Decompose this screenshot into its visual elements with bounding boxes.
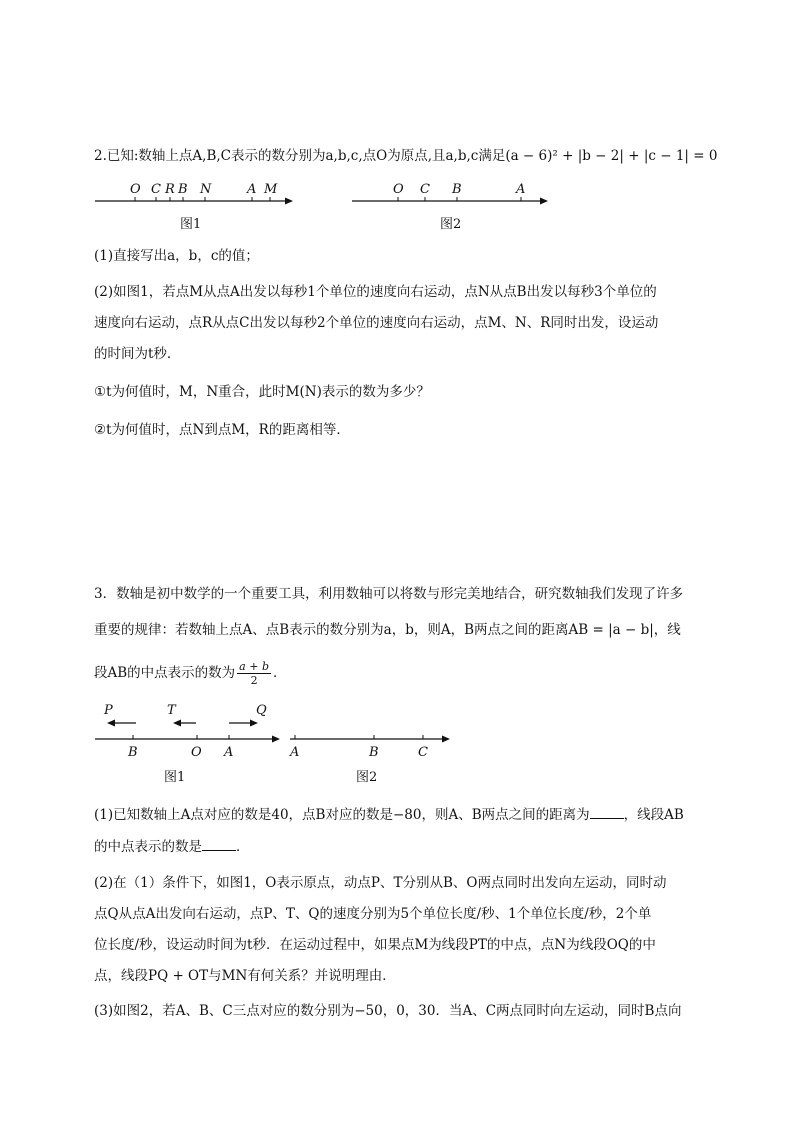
q2-sub2: ②t为何值时，点N到点M，R的距离相等． xyxy=(94,422,350,438)
q3-part2-line1: (2)在（1）条件下，如图1，O表示原点，动点P、T分别从B、O两点同时出发向左运动，同时动 xyxy=(94,875,667,891)
q2-fig1-label-a: A xyxy=(247,182,257,197)
fraction-denominator: 2 xyxy=(250,674,258,687)
q3-part1-line2 xyxy=(94,836,250,857)
q2-fig1-number-line xyxy=(95,182,293,232)
q3-fig1-label-t: T xyxy=(167,703,176,718)
q3-part2-line3: 位长度/秒，设运动时间为t秒．在运动过程中，如果点M为线段PT的中点，点N为线段OQ的中 xyxy=(94,937,656,953)
q3-line3-end: ． xyxy=(272,665,287,681)
q3-part1-text-a: (1)已知数轴上A点对应的数是40，点B对应的数是−80，则A、B两点之间的距离为 xyxy=(94,807,590,823)
q2-fig1-label-n: N xyxy=(200,182,212,197)
q3-fig1-label-q: Q xyxy=(256,703,267,718)
q3-part1-text-c: 的中点表示的数是 xyxy=(94,839,202,855)
q3-fig1-label-b: B xyxy=(128,745,138,760)
q2-fig2-label-o: O xyxy=(393,182,404,197)
q3-fig1-label-p: P xyxy=(104,703,113,718)
q3-fig2-label-b: B xyxy=(369,745,379,760)
q3-fig1-label-o: O xyxy=(191,745,202,760)
q2-part2-line1: (2)如图1，若点M从点A出发以每秒1个单位的速度向右运动，点N从点B出发以每秒3个单位的 xyxy=(94,284,657,300)
q2-fig1-label-c: C xyxy=(151,182,161,197)
q3-part1-line1 xyxy=(94,804,684,825)
q2-fig2-caption: 图2 xyxy=(440,217,462,232)
q2-fig1-label-m: M xyxy=(264,182,278,197)
q3-line3-text: 段AB的中点表示的数为 xyxy=(94,665,236,681)
q3-fig2-caption: 图2 xyxy=(356,770,378,785)
q2-part2-line2: 速度向右运动，点R从点C出发以每秒2个单位的速度向右运动，点M、N、R同时出发，设运动 xyxy=(94,315,659,331)
q2-part2-line3: 的时间为t秒． xyxy=(94,346,181,362)
q3-fig1-caption: 图1 xyxy=(164,770,186,785)
q3-part1-text-b: ，线段AB xyxy=(623,807,684,823)
midpoint-fraction xyxy=(237,660,271,687)
q3-part2-line2: 点Q从点A出发向右运动，点P、T、Q的速度分别为5个单位长度/秒、1个单位长度/秒，2个单 xyxy=(94,906,652,922)
q2-fig2-label-a: A xyxy=(516,182,526,197)
q3-line1: 3．数轴是初中数学的一个重要工具，利用数轴可以将数与形完美地结合，研究数轴我们发现了许多 xyxy=(94,586,684,602)
answer-blank-midpoint[interactable] xyxy=(202,836,236,851)
q3-part3-line1: (3)如图2，若A、B、C三点对应的数分别为−50，0，30．当A、C两点同时向左运动，同时B点向 xyxy=(94,1003,682,1019)
answer-blank-distance[interactable] xyxy=(590,804,624,819)
q2-fig1-label-o: O xyxy=(130,182,141,197)
q2-fig1-label-r: R xyxy=(165,182,175,197)
q3-fig2-label-a: A xyxy=(290,745,300,760)
q2-stem: 2.已知:数轴上点A,B,C表示的数分别为a,b,c,点O为原点,且a,b,c满足(a − 6)² + |b − 2| + |c − 1| = 0 xyxy=(94,148,718,164)
q3-fig2-number-line xyxy=(289,735,450,785)
q2-fig2-number-line xyxy=(352,182,548,232)
q3-part1-text-d: ． xyxy=(236,839,250,855)
fraction-numerator: a + b xyxy=(239,660,269,673)
q3-fig1-label-a: A xyxy=(224,745,234,760)
q2-fig1-caption: 图1 xyxy=(180,217,202,232)
q3-line2: 重要的规律：若数轴上点A、点B表示的数分别为a，b，则A，B两点之间的距离AB = |a − b|，线 xyxy=(94,622,681,638)
q2-part1: (1)直接写出a，b，c的值； xyxy=(94,248,259,264)
q2-fig1-label-b: B xyxy=(178,182,188,197)
q3-fig2-label-c: C xyxy=(418,745,428,760)
q2-fig2-label-c: C xyxy=(420,182,430,197)
q2-sub1: ①t为何值时，M，N重合，此时M(N)表示的数为多少？ xyxy=(94,384,430,400)
q3-part2-line4: 点，线段PQ + OT与MN有何关系？并说明理由． xyxy=(94,968,396,984)
q3-fig1-number-line xyxy=(95,703,280,785)
q3-line3 xyxy=(94,660,286,687)
q2-fig2-label-b: B xyxy=(452,182,462,197)
